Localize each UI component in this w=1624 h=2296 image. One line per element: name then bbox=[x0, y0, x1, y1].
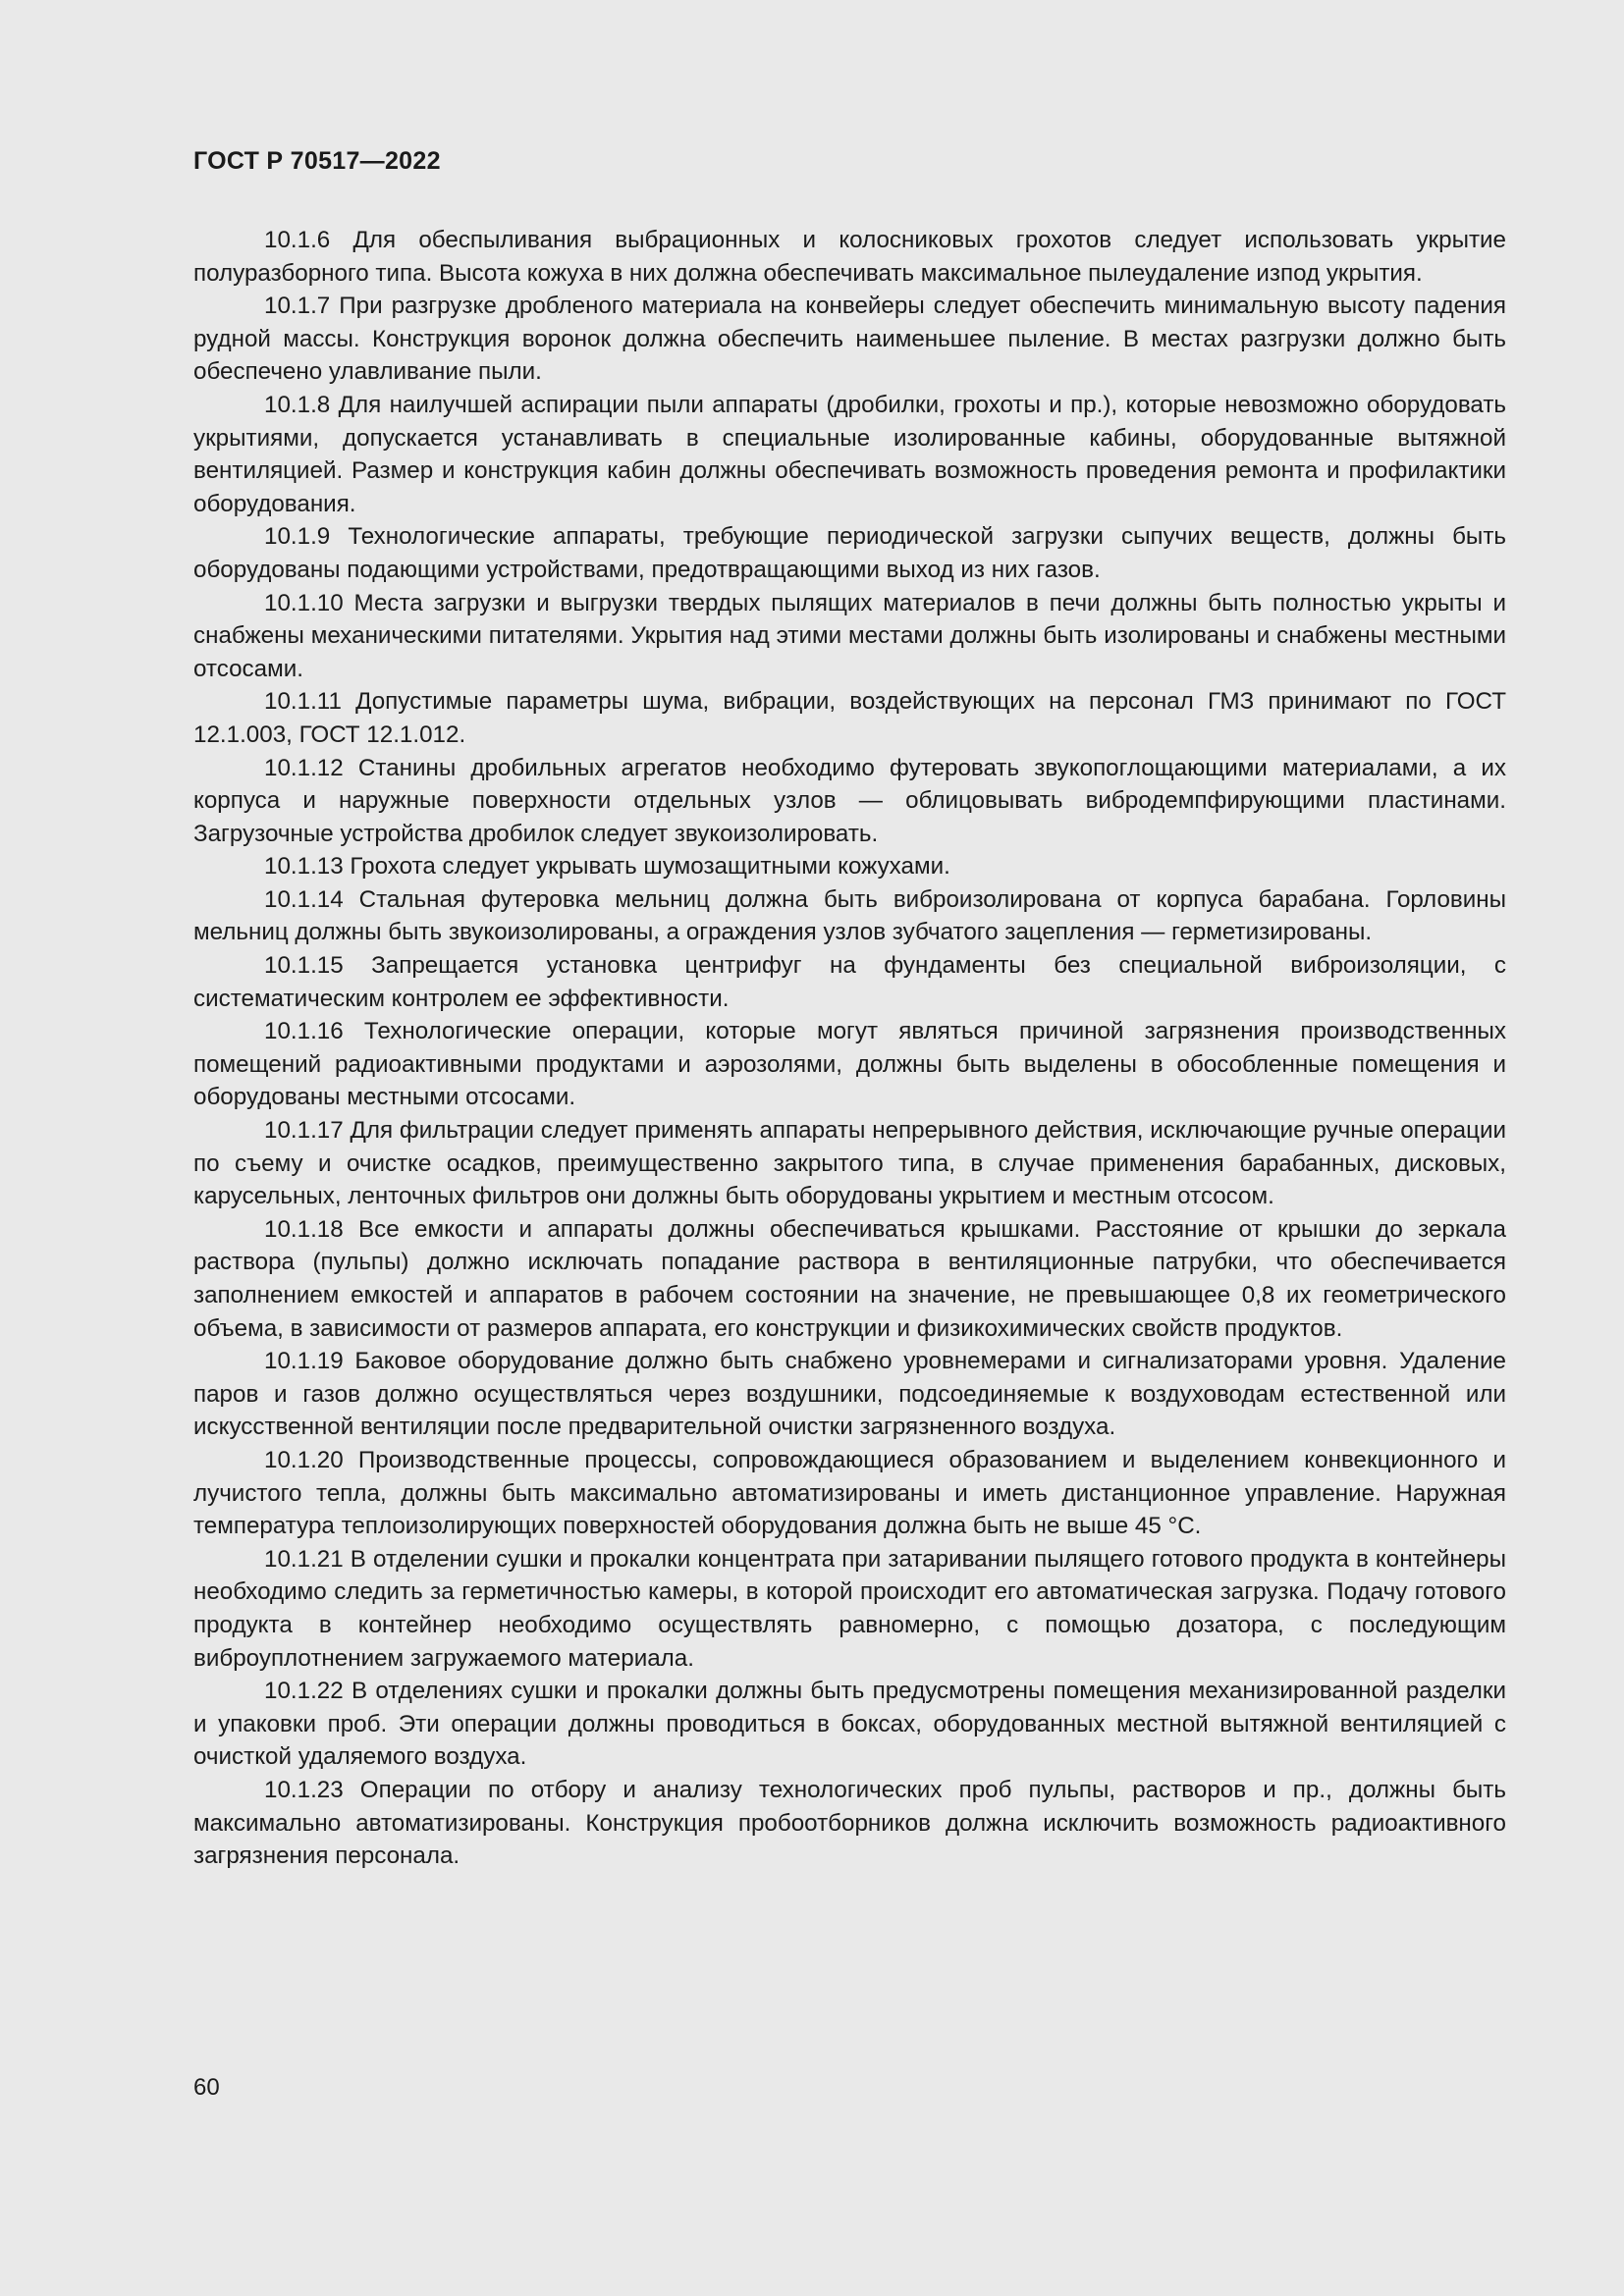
paragraph-10-1-12: 10.1.12 Станины дробильных агрегатов необходимо футеровать звукопоглощающими материалами, а их корпуса и наружные поверхности отдельных узлов — облицовывать вибродемпфирующими пластинами. Загрузочные устройства дробилок следует звукоизолировать. bbox=[193, 754, 1506, 847]
paragraph-10-1-16: 10.1.16 Технологические операции, которые могут являться причиной загрязнения производственных помещений радиоактивными продуктами и аэрозолями, должны быть выделены в обособленные помещения и оборудованы местными отсосами. bbox=[193, 1018, 1506, 1111]
paragraph-10-1-22: 10.1.22 В отделениях сушки и прокалки должны быть предусмотрены помещения механизированной разделки и упаковки проб. Эти операции должны проводиться в боксах, оборудованных местной вытяжной вентиляцией с очисткой удаляемого воздуха. bbox=[193, 1678, 1506, 1771]
paragraph-10-1-23: 10.1.23 Операции по отбору и анализу технологических проб пульпы, растворов и пр., должны быть максимально автоматизированы. Конструкция пробоотборников должна исключить возможность радиоактивного загрязнения персонала. bbox=[193, 1776, 1506, 1870]
paragraph-10-1-7: 10.1.7 При разгрузке дробленого материала на конвейеры следует обеспечить минимальную высоту падения рудной массы. Конструкция воронок должна обеспечить наименьшее пыление. В местах разгрузки должно быть обеспечено улавливание пыли. bbox=[193, 293, 1506, 386]
paragraph-10-1-6: 10.1.6 Для обеспыливания выбрационных и колосниковых грохотов следует использовать укрытие полуразборного типа. Высота кожуха в них должна обеспечивать максимальное пылеудаление изпод укрытия. bbox=[193, 227, 1506, 287]
paragraph-10-1-20: 10.1.20 Производственные процессы, сопровождающиеся образованием и выделением конвекционного и лучистого тепла, должны быть максимально автоматизированы и иметь дистанционное управление. Наружная температура теплоизолирующих поверхностей оборудования должна быть не выше 45 °С. bbox=[193, 1446, 1506, 1540]
paragraph-10-1-11: 10.1.11 Допустимые параметры шума, вибрации, воздействующих на персонал ГМЗ принимают по ГОСТ 12.1.003, ГОСТ 12.1.012. bbox=[193, 688, 1506, 748]
document-body bbox=[193, 224, 1506, 1873]
paragraph-10-1-15: 10.1.15 Запрещается установка центрифуг на фундаменты без специальной виброизоляции, с систематическим контролем ее эффективности. bbox=[193, 952, 1506, 1012]
paragraph-10-1-13: 10.1.13 Грохота следует укрывать шумозащитными кожухами. bbox=[264, 853, 950, 881]
paragraph-10-1-10: 10.1.10 Места загрузки и выгрузки твердых пылящих материалов в печи должны быть полностью укрыты и снабжены механическими питателями. Укрытия над этими местами должны быть изолированы и снабжены местными отсосами. bbox=[193, 589, 1506, 682]
document-code-header: ГОСТ Р 70517—2022 bbox=[193, 147, 441, 175]
paragraph-10-1-9: 10.1.9 Технологические аппараты, требующие периодической загрузки сыпучих веществ, должны быть оборудованы подающими устройствами, предотвращающими выход из них газов. bbox=[193, 523, 1506, 583]
paragraph-10-1-18: 10.1.18 Все емкости и аппараты должны обеспечиваться крышками. Расстояние от крышки до зеркала раствора (пульпы) должно исключать попадание раствора в вентиляционные патрубки, что обеспечивается заполнением емкостей и аппаратов в рабочем состоянии на значение, не превышающее 0,8 их геометрического объема, в зависимости от размеров аппарата, его конструкции и физикохимических свойств продуктов. bbox=[193, 1215, 1506, 1342]
paragraph-10-1-19: 10.1.19 Баковое оборудование должно быть снабжено уровнемерами и сигнализаторами уровня. Удаление паров и газов должно осуществляться через воздушники, подсоединяемые к воздуховодам естественной или искусственной вентиляции после предварительной очистки загрязненного воздуха. bbox=[193, 1348, 1506, 1441]
page-number: 60 bbox=[193, 2074, 220, 2101]
paragraph-10-1-14: 10.1.14 Стальная футеровка мельниц должна быть виброизолирована от корпуса барабана. Горловины мельниц должны быть звукоизолированы, а ограждения узлов зубчатого зацепления — герметизированы. bbox=[193, 885, 1506, 946]
paragraph-10-1-8: 10.1.8 Для наилучшей аспирации пыли аппараты (дробилки, грохоты и пр.), которые невозможно оборудовать укрытиями, допускается устанавливать в специальные изолированные кабины, оборудованные вытяжной вентиляцией. Размер и конструкция кабин должны обеспечивать возможность проведения ремонта и профилактики оборудования. bbox=[193, 391, 1506, 517]
paragraph-10-1-21: 10.1.21 В отделении сушки и прокалки концентрата при затаривании пылящего готового продукта в контейнеры необходимо следить за герметичностью камеры, в которой происходит его автоматическая загрузка. Подачу готового продукта в контейнер необходимо осуществлять равномерно, с помощью дозатора, с последующим виброуплотнением загружаемого материала. bbox=[193, 1545, 1506, 1672]
paragraph-10-1-17: 10.1.17 Для фильтрации следует применять аппараты непрерывного действия, исключающие ручные операции по съему и очистке осадков, преимущественно закрытого типа, в случае применения барабанных, дисковых, карусельных, ленточных фильтров они должны быть оборудованы укрытием и местным отсосом. bbox=[193, 1117, 1506, 1210]
